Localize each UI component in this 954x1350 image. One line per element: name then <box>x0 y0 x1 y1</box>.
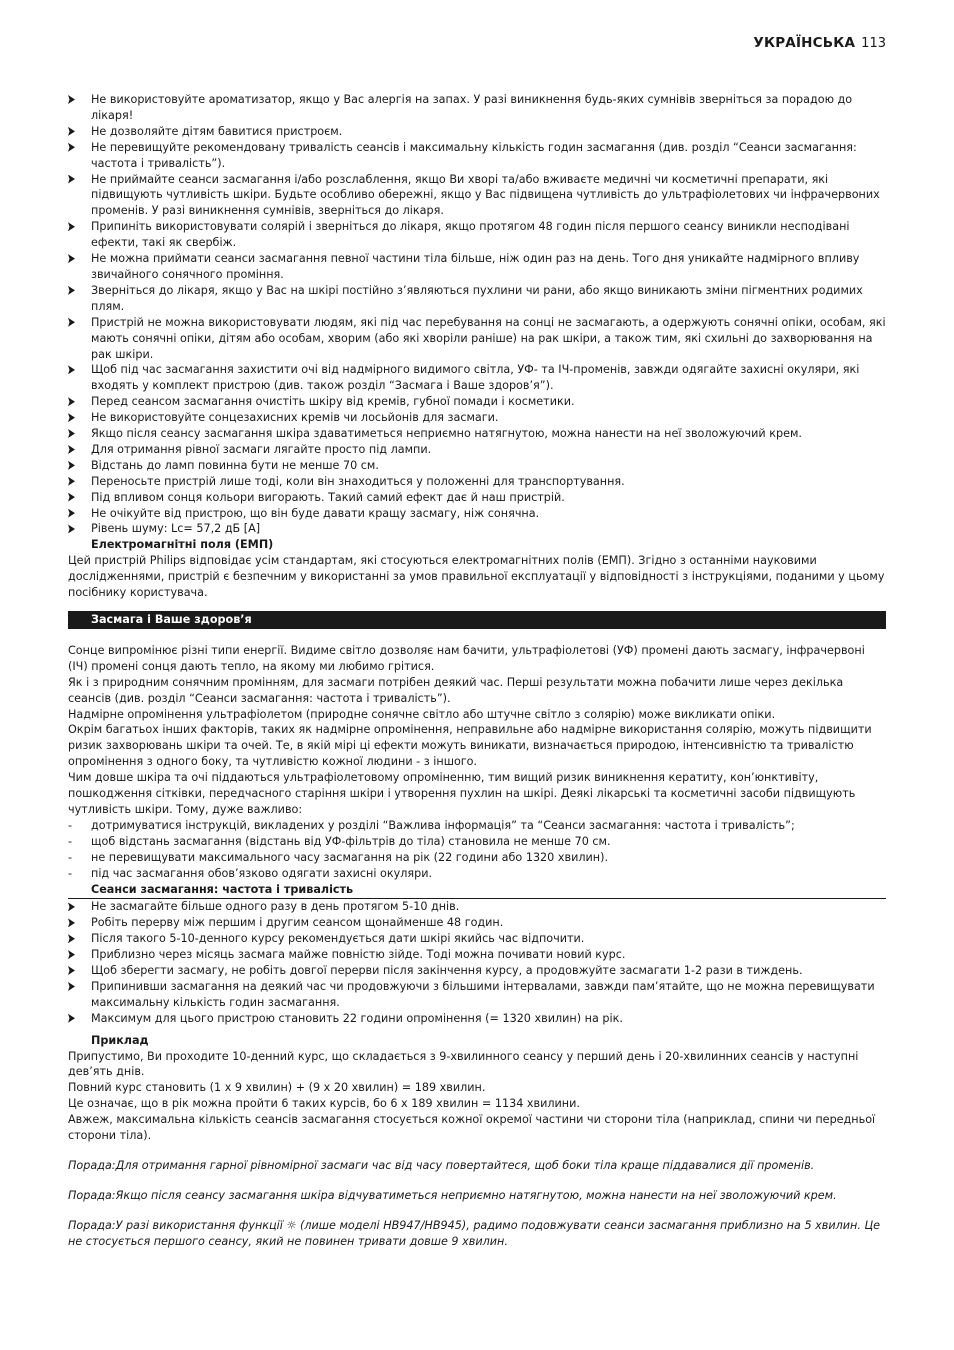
list-item: Відстань до ламп повинна бути не менше 70 см. <box>68 458 886 474</box>
bullet-arrow-icon <box>68 966 75 975</box>
bullet-arrow-icon <box>68 365 75 374</box>
bullet-arrow-icon <box>68 918 75 927</box>
sessions-list <box>68 899 886 1026</box>
dash-marker: - <box>68 850 73 864</box>
bullet-arrow-icon <box>68 413 75 422</box>
bullet-arrow-icon <box>68 175 75 184</box>
example-paragraph: Припустимо, Ви проходите 10-денний курс, що складається з 9-хвилинного сеансу у перший день і 20-хвилинних сеансів у наступні дев’ять днів. <box>68 1049 859 1079</box>
bullet-arrow-icon <box>68 222 75 231</box>
tip-paragraph: Порада:Для отримання гарної рівномірної засмаги час від часу повертайтеся, щоб боки тіла краще піддавалися дії променів. <box>68 1159 815 1172</box>
page-header <box>753 35 886 51</box>
list-item: Якщо після сеансу засмагання шкіра здаватиметься неприємно натягнутою, можна нанести на неї зволожуючий крем. <box>68 426 886 442</box>
list-item: Щоб зберегти засмагу, не робіть довгої перерви після закінчення курсу, а продовжуйте засмагати 1-2 рази в тиждень. <box>68 963 886 979</box>
emf-heading: Електромагнітні поля (ЕМП) <box>91 538 274 552</box>
bullet-arrow-icon <box>68 318 75 327</box>
list-item: Щоб під час засмагання захистити очі від надмірного видимого світла, УФ- та ІЧ-променів, завжди одягайте захисні окуляри, які входять у комплект пристрою (див. також розділ “Засмага і Ваше здоров’я”). <box>68 362 886 394</box>
list-item: Припиніть використовувати солярій і зверніться до лікаря, якщо протягом 48 годин після першого сеансу виникли несподівані ефекти, такі як свербіж. <box>68 219 886 251</box>
bullet-arrow-icon <box>68 143 75 152</box>
list-item: Не можна приймати сеанси засмагання певної частини тіла більше, ніж один раз на день. Того дня уникайте надмірного впливу звичайного сонячного проміння. <box>68 251 886 283</box>
list-item: Не використовуйте сонцезахисних кремів чи лосьйонів для засмаги. <box>68 410 886 426</box>
page-content <box>68 92 886 1250</box>
bullet-arrow-icon <box>68 493 75 502</box>
list-item: Зверніться до лікаря, якщо у Вас на шкірі постійно з’являються пухлини чи рани, або якщо виникають зміни пігментних родимих плям. <box>68 283 886 315</box>
example-paragraph: Це означає, що в рік можна пройти 6 таких курсів, бо 6 x 189 хвилин = 1134 хвилини. <box>68 1097 580 1111</box>
bullet-arrow-icon <box>68 445 75 454</box>
list-item: Не використовуйте ароматизатор, якщо у Вас алергія на запах. У разі виникнення будь-яких сумнівів зверніться за порадою до лікаря! <box>68 92 886 124</box>
bullet-arrow-icon <box>68 286 75 295</box>
bullet-arrow-icon <box>68 127 75 136</box>
health-paragraph: Чим довше шкіра та очі піддаються ультрафіолетовому опроміненню, тим вищий ризик виникнення кератиту, кон’юнктивіту, пошкодження сітківки, передчасного старіння шкіри і утворення пухлин на шкірі. Деякі лікарські та косметичні засоби підвищують чутливість шкіри. Тому, дуже важливо: <box>68 771 856 816</box>
page-number: 113 <box>861 36 886 51</box>
bullet-arrow-icon <box>68 934 75 943</box>
sessions-heading: Сеанси засмагання: частота і тривалість <box>68 882 886 900</box>
example-heading: Приклад <box>91 1033 149 1047</box>
safety-list <box>68 92 886 537</box>
list-item: Пристрій не можна використовувати людям, які під час перебування на сонці не засмагають, а одержують сонячні опіки, особам, які мають сонячні опіки, дітям або особам, хворим (або які хворіли раніше) на рак шкіри, а також тим, які схильні до захворювання на рак шкіри. <box>68 315 886 363</box>
bullet-arrow-icon <box>68 524 75 533</box>
list-item: Приблизно через місяць засмага майже повністю зійде. Тоді можна почивати новий курс. <box>68 947 886 963</box>
list-item: Не засмагайте більше одного разу в день протягом 5-10 днів. <box>68 899 886 915</box>
list-item: Не приймайте сеанси засмагання і/або розслаблення, якщо Ви хворі та/або вживаєте медичні чи косметичні препарати, які підвищують чутливість шкіри. Будьте особливо обережні, якщо у Вас підвищена чутливість до ультрафіолетових чи інфрачервоних променів. У разі виникнення сумнівів, зверніться до лікаря. <box>68 172 886 220</box>
list-item: - не перевищувати максимального часу засмагання на рік (22 години або 1320 хвилин). <box>68 850 608 864</box>
list-item: Робіть перерву між першим і другим сеансом щонайменше 48 годин. <box>68 915 886 931</box>
list-item: Не очікуйте від пристрою, що він буде давати кращу засмагу, ніж сонячна. <box>68 506 886 522</box>
dash-marker: - <box>68 866 73 880</box>
list-item: Перед сеансом засмагання очистіть шкіру від кремів, губної помади і косметики. <box>68 394 886 410</box>
bullet-arrow-icon <box>68 982 75 991</box>
list-item: Після такого 5-10-денного курсу рекомендується дати шкірі якийсь час відпочити. <box>68 931 886 947</box>
tip-paragraph: Порада:У разі використання функції ☼ (лише моделі HB947/HB945), радимо подовжувати сеанси засмагання приблизно на 5 хвилин. Це не стосується першого сеансу, який не повинен тривати довше 9 хвилин. <box>68 1218 881 1248</box>
health-section-heading: Засмага і Ваше здоров’я <box>68 611 886 629</box>
list-item: Для отримання рівної засмаги лягайте просто під лампи. <box>68 442 886 458</box>
health-paragraph: Окрім багатьох інших факторів, таких як надмірне опромінення, неправильне або надмірне використання солярію, можуть підвищити ризик захворювань шкіри та очей. Те, в якій мірі ці ефекти можуть виникати, визначається природою, інтенсивністю та тривалістю опромінення з одного боку, та чутливістю кожної людини - з іншого. <box>68 723 872 769</box>
health-paragraph: Сонце випромінює різні типи енергії. Видиме світло дозволяє нам бачити, ультрафіолетові (УФ) промені дають засмагу, інфрачервоні (ІЧ) промені сонця дають тепло, на якому ми любимо грітися. <box>68 643 865 673</box>
language-label: УКРАЇНСЬКА <box>753 35 856 51</box>
bullet-arrow-icon <box>68 254 75 263</box>
list-item: - дотримуватися інструкцій, викладених у розділі “Важлива інформація” та “Сеанси засмагання: частота і тривалість”; <box>68 818 795 832</box>
list-item: Переносьте пристрій лише тоді, коли він знаходиться у положенні для транспортування. <box>68 474 886 490</box>
emf-paragraph: Цей пристрій Philips відповідає усім стандартам, які стосуються електромагнітних полів (ЕМП). Згідно з останніми науковими дослідженнями, пристрій є безпечним у використанні за умов правильної експлуатації у відповідності з інструкціями, поданими у цьому посібнику користувача. <box>68 554 885 600</box>
list-item: Припинивши засмагання на деякий час чи продовжуючи з більшими інтервалами, завжди пам’ятайте, що не можна перевищувати максимальну кількість годин засмагання. <box>68 979 886 1011</box>
list-item: Не перевищуйте рекомендовану тривалість сеансів і максимальну кількість годин засмагання (див. розділ “Сеанси засмагання: частота і тривалість”). <box>68 140 886 172</box>
example-paragraph: Авжеж, максимальна кількість сеансів засмагання стосується кожної окремої частини чи сторони тіла (наприклад, спини чи передньої сторони тіла). <box>68 1113 876 1143</box>
health-dash-list <box>68 818 886 882</box>
list-item: - щоб відстань засмагання (відстань від УФ-фільтрів до тіла) становила не менше 70 см. <box>68 834 611 848</box>
list-item: Під впливом сонця кольори вигорають. Такий самий ефект дає й наш пристрій. <box>68 490 886 506</box>
list-item: Рівень шуму: Lc= 57,2 дБ [A] <box>68 521 886 537</box>
bullet-arrow-icon <box>68 95 75 104</box>
example-paragraph: Повний курс становить (1 x 9 хвилин) + (9 x 20 хвилин) = 189 хвилин. <box>68 1081 486 1095</box>
bullet-arrow-icon <box>68 902 75 911</box>
bullet-arrow-icon <box>68 461 75 470</box>
dash-marker: - <box>68 818 73 832</box>
list-item: Не дозволяйте дітям бавитися пристроєм. <box>68 124 886 140</box>
list-item: Максимум для цього пристрою становить 22 години опромінення (= 1320 хвилин) на рік. <box>68 1011 886 1027</box>
dash-marker: - <box>68 834 73 848</box>
bullet-arrow-icon <box>68 1014 75 1023</box>
bullet-arrow-icon <box>68 397 75 406</box>
tip-paragraph: Порада:Якщо після сеансу засмагання шкіра відчуватиметься неприємно натягнутою, можна нанести на неї зволожуючий крем. <box>68 1188 837 1202</box>
bullet-arrow-icon <box>68 477 75 486</box>
list-item: - під час засмагання обов’язково одягати захисні окуляри. <box>68 866 433 880</box>
health-paragraph: Як і з природним сонячним промінням, для засмаги потрібен деякий час. Перші результати можна побачити лише через декілька сеансів (див. розділ “Сеанси засмагання: частота і тривалість”). <box>68 675 844 705</box>
bullet-arrow-icon <box>68 950 75 959</box>
bullet-arrow-icon <box>68 509 75 518</box>
health-paragraph: Надмірне опромінення ультрафіолетом (природне сонячне світло або штучне світло з солярію) може викликати опіки. <box>68 707 776 721</box>
bullet-arrow-icon <box>68 429 75 438</box>
